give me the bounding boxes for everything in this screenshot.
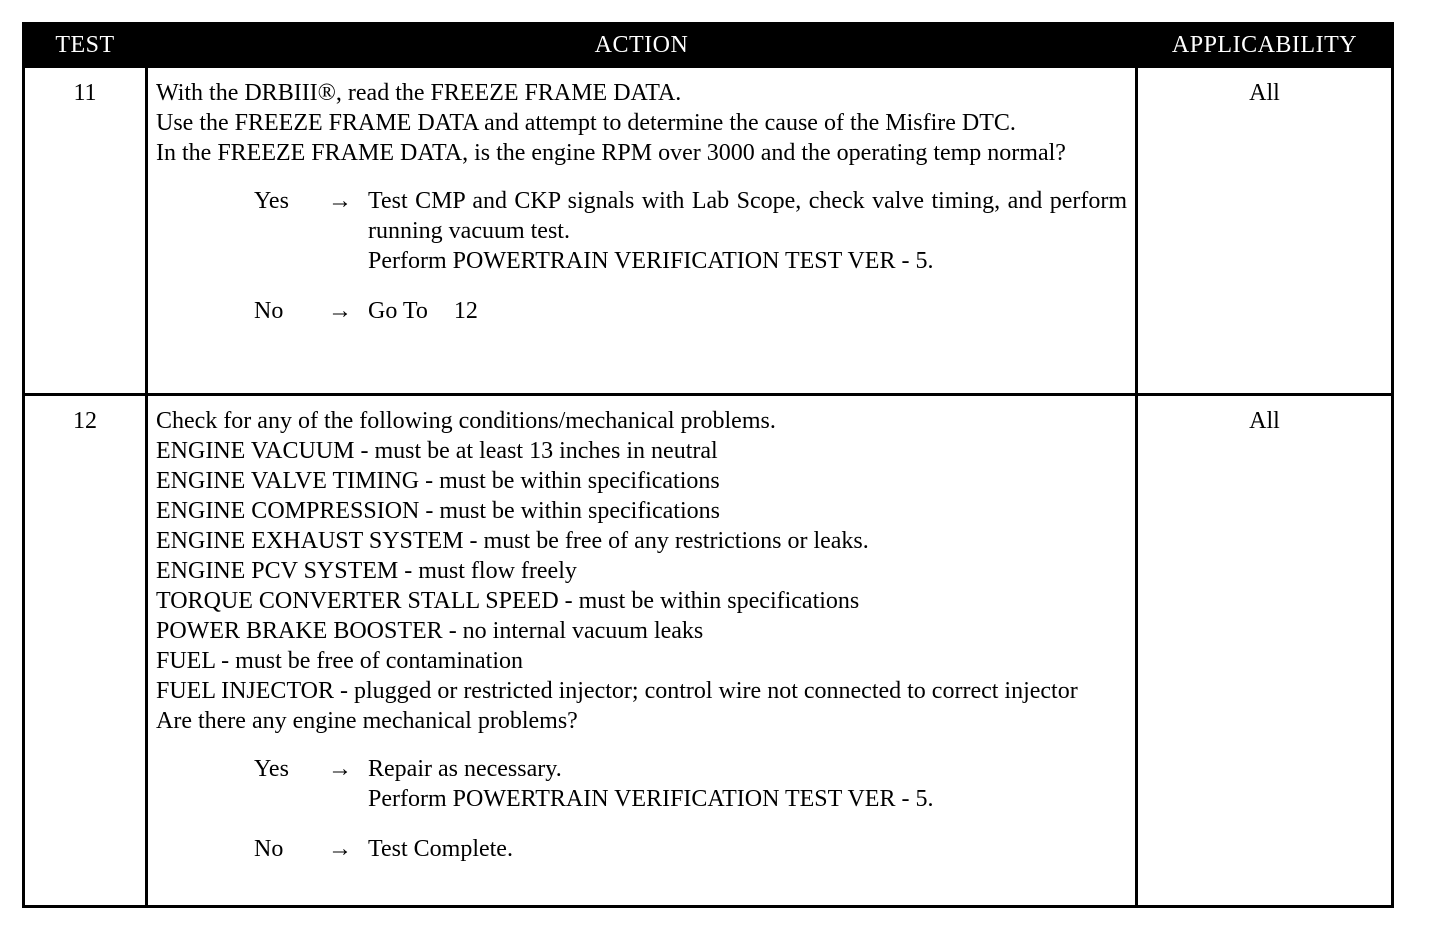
outcome-label: Yes	[254, 756, 289, 782]
outcome-label: Yes	[254, 188, 289, 214]
outcome-text	[366, 754, 1127, 814]
outcome-line: Test Complete.	[368, 836, 513, 862]
action-line: ENGINE VALVE TIMING - must be within specifications	[156, 468, 720, 494]
goto-test-number: 12	[453, 298, 478, 324]
outcome-no	[156, 296, 1127, 326]
action-line: TORQUE CONVERTER STALL SPEED - must be within specifications	[156, 588, 860, 614]
action-line: In the FREEZE FRAME DATA, is the engine RPM over 3000 and the operating temp normal?	[156, 140, 1066, 166]
table-header-row	[24, 24, 1393, 67]
action-line: POWER BRAKE BOOSTER - no internal vacuum leaks	[156, 618, 704, 644]
goto-reference	[366, 296, 1127, 326]
outcome-no	[156, 834, 1127, 864]
outcome-line: Perform POWERTRAIN VERIFICATION TEST VER - 5.	[368, 786, 934, 812]
action-cell	[147, 395, 1137, 907]
outcome-text	[366, 186, 1127, 276]
outcome-yes	[156, 186, 1127, 276]
outcome-text	[366, 834, 1127, 864]
header-action: ACTION	[147, 24, 1137, 67]
outcome-line: Repair as necessary.	[368, 756, 562, 782]
outcomes	[156, 754, 1127, 864]
right-arrow-icon: →	[328, 756, 352, 782]
action-line: ENGINE COMPRESSION - must be within specifications	[156, 498, 720, 524]
table-row-test-11	[24, 67, 1393, 395]
action-line: Check for any of the following conditions/mechanical problems.	[156, 408, 776, 434]
action-line: ENGINE VACUUM - must be at least 13 inches in neutral	[156, 438, 718, 464]
header-test: TEST	[24, 24, 147, 67]
outcome-line: Test CMP and CKP signals with Lab Scope, check valve timing, and perform running vacuum test.	[368, 188, 1127, 244]
action-line: ENGINE PCV SYSTEM - must flow freely	[156, 558, 577, 584]
outcome-line: Perform POWERTRAIN VERIFICATION TEST VER - 5.	[368, 248, 934, 274]
right-arrow-icon: →	[328, 188, 352, 214]
action-line: FUEL INJECTOR - plugged or restricted injector; control wire not connected to correct injector	[156, 678, 1078, 704]
test-number: 12	[24, 395, 147, 907]
diagnostic-test-table	[22, 22, 1394, 908]
outcome-yes	[156, 754, 1127, 814]
table-row-test-12	[24, 395, 1393, 907]
action-cell	[147, 67, 1137, 395]
applicability-value: All	[1137, 67, 1393, 395]
goto-text: Go To	[368, 298, 428, 324]
test-number: 11	[24, 67, 147, 395]
action-line: With the DRBIII®, read the FREEZE FRAME DATA.	[156, 80, 682, 106]
right-arrow-icon: →	[328, 836, 352, 862]
right-arrow-icon: →	[328, 298, 352, 324]
action-line: Are there any engine mechanical problems?	[156, 708, 578, 734]
action-line: FUEL - must be free of contamination	[156, 648, 524, 674]
action-line: Use the FREEZE FRAME DATA and attempt to determine the cause of the Misfire DTC.	[156, 110, 1016, 136]
applicability-value: All	[1137, 395, 1393, 907]
outcomes	[156, 186, 1127, 326]
header-applicability: APPLICABILITY	[1137, 24, 1393, 67]
outcome-label: No	[254, 836, 284, 862]
outcome-label: No	[254, 298, 284, 324]
action-line: ENGINE EXHAUST SYSTEM - must be free of any restrictions or leaks.	[156, 528, 869, 554]
